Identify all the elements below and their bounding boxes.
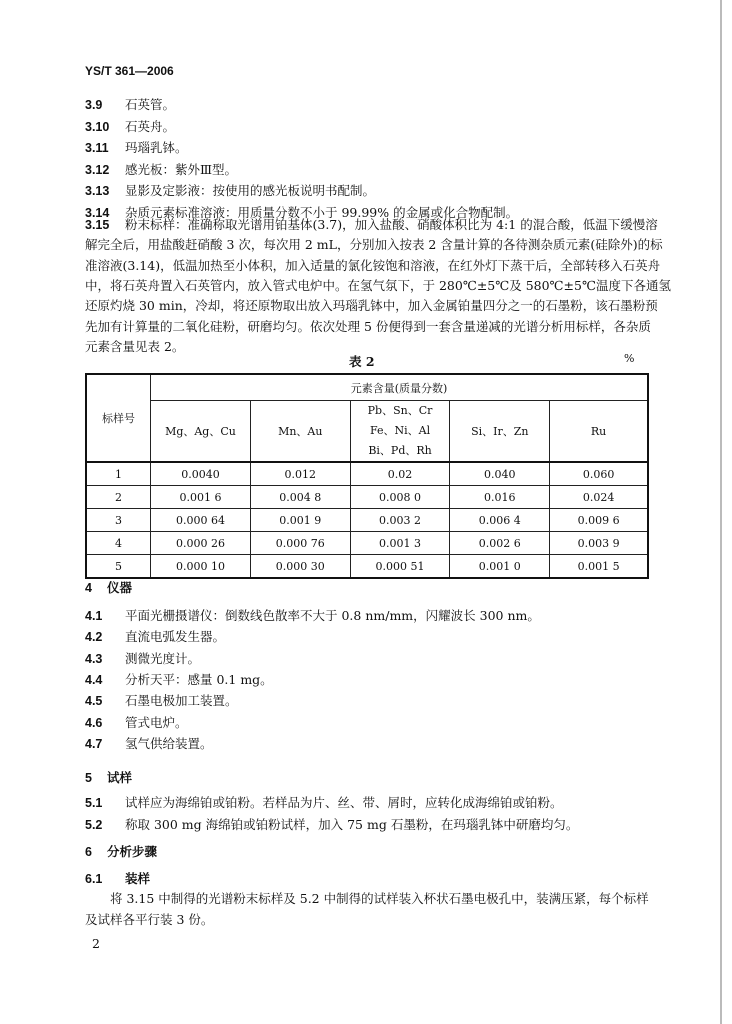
table-cell: 5 xyxy=(86,555,151,579)
subsection-title: 装样 xyxy=(125,871,151,886)
group-header-cell: 元素含量(质量分数) xyxy=(151,374,648,401)
line-text: 先加有计算量的二氧化硅粉，研磨均匀。依次处理 5 份便得到一套含量递减的光谱分析用标样，各杂质 xyxy=(85,318,651,334)
paragraph-line: 及试样各平行装 3 份。 xyxy=(85,912,214,927)
table-row xyxy=(86,486,648,509)
paragraph-line xyxy=(85,235,663,253)
table-cell: 0.000 76 xyxy=(250,532,350,555)
column-header: Ru xyxy=(550,401,648,463)
clause-3.12 xyxy=(85,160,237,178)
column-header xyxy=(350,401,450,463)
table-cell: 0.003 9 xyxy=(550,532,648,555)
section-6-heading xyxy=(85,842,157,860)
paragraph-line: 将 3.15 中制得的光谱粉末标样及 5.2 中制得的试样装入杯状石墨电极孔中，装满压紧，每个标样 xyxy=(110,891,649,906)
table-cell: 0.040 xyxy=(450,462,550,486)
table-cell: 0.003 2 xyxy=(350,509,450,532)
table-cell: 0.012 xyxy=(250,462,350,486)
item-number: 4.6 xyxy=(85,715,103,730)
clause-3.10 xyxy=(85,117,175,135)
table-cell: 0.004 8 xyxy=(250,486,350,509)
clause-6.1-heading xyxy=(85,869,150,887)
table-cell: 0.016 xyxy=(450,486,550,509)
item-number: 4.7 xyxy=(85,736,103,751)
item-text: 试样应为海绵铂或铂粉。若样品为片、丝、带、屑时，应转化成海绵铂或铂粉。 xyxy=(125,795,563,810)
section-4-heading xyxy=(85,578,132,596)
item-number: 4.3 xyxy=(85,651,103,666)
scan-edge xyxy=(720,0,722,1024)
table-cell: 0.001 3 xyxy=(350,532,450,555)
column-header-line: Bi、Pd、Rh xyxy=(368,444,432,457)
section-number: 4 xyxy=(85,581,92,595)
column-header: Si、Ir、Zn xyxy=(450,401,550,463)
item-text: 感光板：紫外Ⅲ型。 xyxy=(125,161,238,177)
item-text: 氢气供给装置。 xyxy=(125,735,213,751)
item-number: 3.9 xyxy=(85,98,103,112)
clause-3.13 xyxy=(85,181,375,199)
clause-4.3 xyxy=(85,649,200,667)
clause-3.9 xyxy=(85,95,175,113)
clause-4.7 xyxy=(85,734,213,752)
table-cell: 0.000 51 xyxy=(350,555,450,579)
page-number: 2 xyxy=(92,936,100,951)
clause-4.1 xyxy=(85,606,540,624)
table-cell: 0.0040 xyxy=(151,462,251,486)
section-title: 仪器 xyxy=(107,580,133,595)
item-number: 4.1 xyxy=(85,609,103,623)
table-cell: 0.001 9 xyxy=(250,509,350,532)
paragraph-line xyxy=(85,256,660,274)
item-text: 平面光栅摄谱仪：倒数线色散率不大于 0.8 nm/mm，闪耀波长 300 nm。 xyxy=(125,608,540,623)
section-title: 分析步骤 xyxy=(107,844,158,859)
section-number: 6 xyxy=(85,845,92,859)
clause-4.5 xyxy=(85,691,238,709)
item-number: 6.1 xyxy=(85,872,103,886)
column-header-line: Pb、Sn、Cr xyxy=(367,404,433,417)
standard-header: YS/T 361—2006 xyxy=(85,64,174,78)
line-text: 还原灼烧 30 min，冷却，将还原物取出放入玛瑙乳钵中，加入金属铂量四分之一的石墨粉，该石墨粉预 xyxy=(85,298,658,314)
item-number: 3.14 xyxy=(85,205,110,220)
column-header-line: Fe、Ni、Al xyxy=(369,424,431,437)
item-number: 3.11 xyxy=(85,141,109,155)
table-cell: 0.006 4 xyxy=(450,509,550,532)
item-number: 5.1 xyxy=(85,796,103,810)
table-cell: 0.001 0 xyxy=(450,555,550,579)
line-text: 粉末标样：准确称取光谱用铂基体(3.7)，加入盐酸、硝酸体积比为 4:1 的混合酸，低温下缓慢溶 xyxy=(125,217,658,232)
table-cell: 0.001 6 xyxy=(151,486,251,509)
section-5-heading xyxy=(85,768,132,786)
item-number: 3.10 xyxy=(85,119,110,134)
table-cell: 0.000 26 xyxy=(151,532,251,555)
column-header: Mg、Ag、Cu xyxy=(151,401,251,463)
clause-5.1 xyxy=(85,793,563,811)
clause-3.11 xyxy=(85,138,188,156)
clause-4.4 xyxy=(85,670,273,688)
paragraph-line xyxy=(85,215,658,233)
table-row xyxy=(86,509,648,532)
item-number: 3.12 xyxy=(85,162,110,177)
item-text: 杂质元素标准溶液：用质量分数不小于 99.99% 的金属或化合物配制。 xyxy=(125,204,519,220)
item-number: 4.5 xyxy=(85,694,103,709)
table-row xyxy=(86,462,648,486)
row-header-cell: 标样号 xyxy=(86,374,151,462)
item-number: 4.2 xyxy=(85,630,103,645)
clause-5.2 xyxy=(85,815,578,833)
clause-4.6 xyxy=(85,713,188,731)
item-text: 石墨电极加工装置。 xyxy=(125,693,238,709)
item-text: 管式电炉。 xyxy=(125,714,188,730)
table-cell: 0.024 xyxy=(550,486,648,509)
item-text: 玛瑙乳钵。 xyxy=(125,140,188,155)
item-text: 称取 300 mg 海绵铂或铂粉试样，加入 75 mg 石墨粉，在玛瑙乳钵中研磨均匀。 xyxy=(125,817,579,832)
clause-4.2 xyxy=(85,627,225,645)
table-cell: 0.009 6 xyxy=(550,509,648,532)
line-text: 中，将石英舟置入石英管内，放入管式电炉中。在氢气氛下，于 280℃±5℃及 580℃±5℃温度下各通氢 xyxy=(85,277,671,293)
table-row xyxy=(86,555,648,579)
paragraph-line xyxy=(85,337,184,355)
paragraph-line xyxy=(85,276,671,294)
table-cell: 3 xyxy=(86,509,151,532)
table-title: 表 2 xyxy=(349,354,375,369)
item-text: 显影及定影液：按使用的感光板说明书配制。 xyxy=(125,183,376,198)
table-cell: 0.002 6 xyxy=(450,532,550,555)
item-number: 3.15 xyxy=(85,218,110,232)
line-text: 解完全后，用盐酸赶硝酸 3 次，每次用 2 mL，分别加入按表 2 含量计算的各待测杂质元素(硅除外)的标 xyxy=(85,237,663,253)
item-text: 石英管。 xyxy=(125,97,176,112)
table-cell: 0.000 10 xyxy=(151,555,251,579)
item-number: 5.2 xyxy=(85,818,103,832)
table-cell: 0.008 0 xyxy=(350,486,450,509)
paragraph-line xyxy=(85,296,658,314)
table-cell: 2 xyxy=(86,486,151,509)
item-text: 测微光度计。 xyxy=(125,650,201,666)
table-cell: 0.000 64 xyxy=(151,509,251,532)
item-number: 4.4 xyxy=(85,672,103,687)
line-text: 准溶液(3.14)，低温加热至小体积，加入适量的氯化铵饱和溶液，在红外灯下蒸干后，全部转移入石英舟 xyxy=(85,257,661,273)
table-cell: 0.02 xyxy=(350,462,450,486)
item-text: 直流电弧发生器。 xyxy=(125,629,226,645)
item-text: 石英舟。 xyxy=(125,118,176,134)
table-cell: 0.001 5 xyxy=(550,555,648,579)
item-text: 分析天平：感量 0.1 mg。 xyxy=(125,671,273,687)
table-cell: 4 xyxy=(86,532,151,555)
section-number: 5 xyxy=(85,771,92,785)
table-cell: 1 xyxy=(86,462,151,486)
column-header: Mn、Au xyxy=(250,401,350,463)
table-unit: % xyxy=(624,352,635,365)
table-cell: 0.000 30 xyxy=(250,555,350,579)
item-number: 3.13 xyxy=(85,184,110,198)
paragraph-line xyxy=(85,317,651,335)
element-content-table xyxy=(85,373,649,579)
table-cell: 0.060 xyxy=(550,462,648,486)
line-text: 元素含量见表 2。 xyxy=(85,338,185,354)
table-row xyxy=(86,532,648,555)
section-title: 试样 xyxy=(107,770,133,785)
